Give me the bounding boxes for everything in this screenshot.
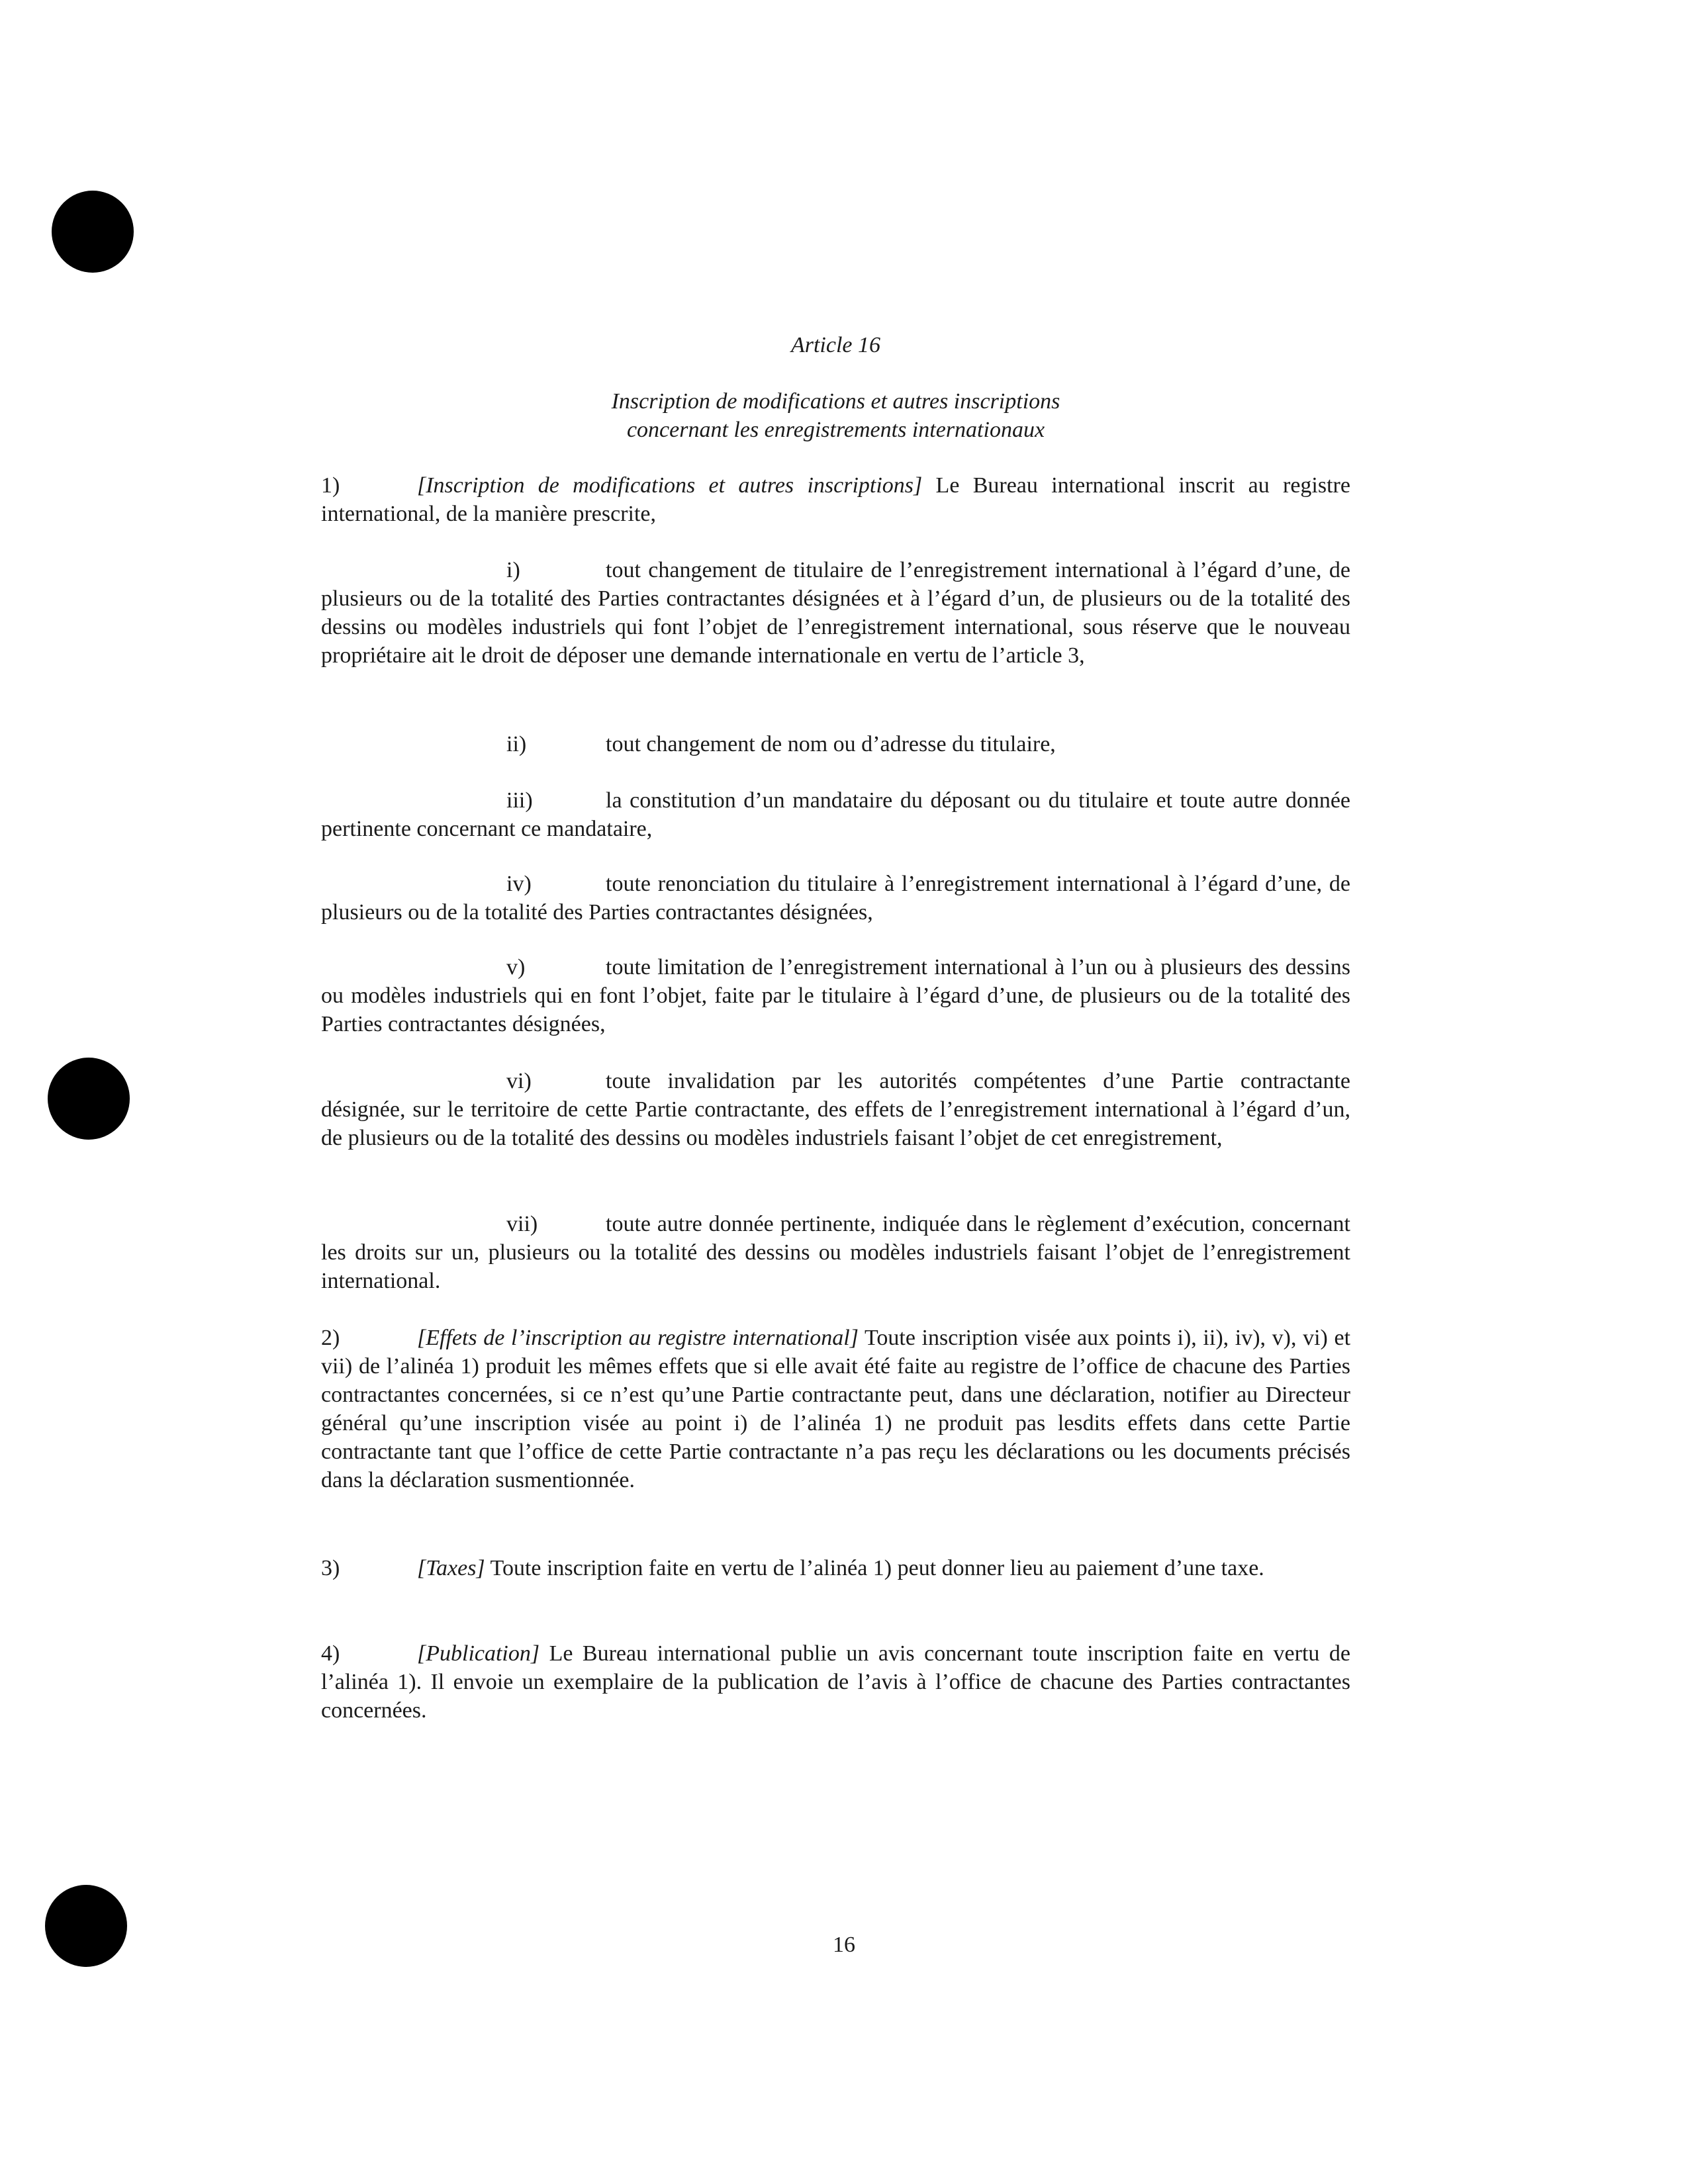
item-iv-text: toute renonciation du titulaire à l’enregistrement international à l’égard d’une, de plusieurs ou de la totalité des Parties contractantes désignées, [321, 872, 1350, 925]
item-v [321, 953, 1350, 1038]
paragraph-4 [321, 1639, 1350, 1725]
paragraph-3 [321, 1554, 1350, 1582]
paragraph-4-number: 4) [321, 1641, 340, 1666]
item-vi-number: vi) [506, 1069, 532, 1093]
item-iv [321, 870, 1350, 927]
item-iii-number: iii) [506, 788, 533, 813]
paragraph-1-number: 1) [321, 473, 340, 498]
item-vi-text: toute invalidation par les autorités compétentes d’une Partie contractante désignée, sur le territoire de cette Partie contractante, des effets de l’enregistrement international à l’égard d’un, de plusieurs ou de la totalité des dessins ou modèles industriels faisant l’objet de cet enregistrement, [321, 1069, 1350, 1150]
paragraph-2-number: 2) [321, 1326, 340, 1350]
article-subtitle-line1: Inscription de modifications et autres inscriptions [611, 389, 1060, 414]
item-vii-number: vii) [506, 1212, 538, 1236]
punch-hole-top [52, 191, 134, 273]
item-iv-number: iv) [506, 872, 532, 896]
paragraph-3-text: Toute inscription faite en vertu de l’alinéa 1) peut donner lieu au paiement d’une taxe. [485, 1556, 1264, 1580]
item-i-text: tout changement de titulaire de l’enregistrement international à l’égard d’une, de plusieurs ou de la totalité des Parties contractantes désignées et à l’égard d’un, de plusieurs ou de la totalité des dessins ou modèles industriels qui font l’objet de l’enregistrement international, sous réserve que le nouveau propriétaire ait le droit de déposer une demande internationale en vertu de l’article 3, [321, 558, 1350, 668]
paragraph-3-number: 3) [321, 1556, 340, 1580]
item-i [321, 556, 1350, 670]
article-heading: Article 16 [790, 333, 881, 357]
paragraph-2-text: Toute inscription visée aux points i), ii), iv), v), vi) et vii) de l’alinéa 1) produit les mêmes effets que si elle avait été faite au registre de l’office de chacune des Parties contractantes concernées, si ce n’est qu’une Partie contractante peut, dans une déclaration, notifier au Directeur général qu’une inscription visée au point i) de l’alinéa 1) ne produit pas lesdits effets dans cette Partie contractante tant que l’office de cette Partie contractante n’a pas reçu les déclarations ou les documents précisés dans la déclaration susmentionnée. [321, 1326, 1351, 1492]
item-v-number: v) [506, 955, 526, 979]
page-number: 16 [833, 1933, 855, 1957]
paragraph-4-title: [Publication] [417, 1641, 540, 1666]
item-iii [321, 786, 1350, 843]
item-vi [321, 1067, 1350, 1152]
item-ii-text: tout changement de nom ou d’adresse du titulaire, [606, 732, 1056, 756]
paragraph-1 [321, 471, 1350, 528]
item-ii [321, 730, 1350, 758]
paragraph-2-title: [Effets de l’inscription au registre international] [417, 1326, 859, 1350]
item-v-text: toute limitation de l’enregistrement international à l’un ou à plusieurs des dessins ou modèles industriels qui en font l’objet, faite par le titulaire à l’égard d’une, de plusieurs ou de la totalité des Parties contractantes désignées, [321, 955, 1350, 1036]
item-ii-number: ii) [506, 732, 527, 756]
item-i-number: i) [506, 558, 520, 582]
paragraph-4-text: Le Bureau international publie un avis concernant toute inscription faite en vertu de l’alinéa 1). Il envoie un exemplaire de la publication de l’avis à l’office de chacune des Parties contractantes concernées. [321, 1641, 1350, 1723]
paragraph-3-title: [Taxes] [417, 1556, 485, 1580]
punch-hole-middle [48, 1058, 130, 1140]
paragraph-1-title: [Inscription de modifications et autres inscriptions] [417, 473, 923, 498]
item-vii-text: toute autre donnée pertinente, indiquée dans le règlement d’exécution, concernant les droits sur un, plusieurs ou la totalité des dessins ou modèles industriels faisant l’objet de l’enregistrement international. [321, 1212, 1350, 1293]
paragraph-2 [321, 1324, 1350, 1494]
paragraph-1-text: Le Bureau international inscrit au registre international, de la manière prescrite, [321, 473, 1350, 526]
article-subtitle-line2: concernant les enregistrements internationaux [626, 418, 1045, 442]
item-iii-text: la constitution d’un mandataire du déposant ou du titulaire et toute autre donnée pertinente concernant ce mandataire, [321, 788, 1350, 841]
item-vii [321, 1210, 1350, 1295]
